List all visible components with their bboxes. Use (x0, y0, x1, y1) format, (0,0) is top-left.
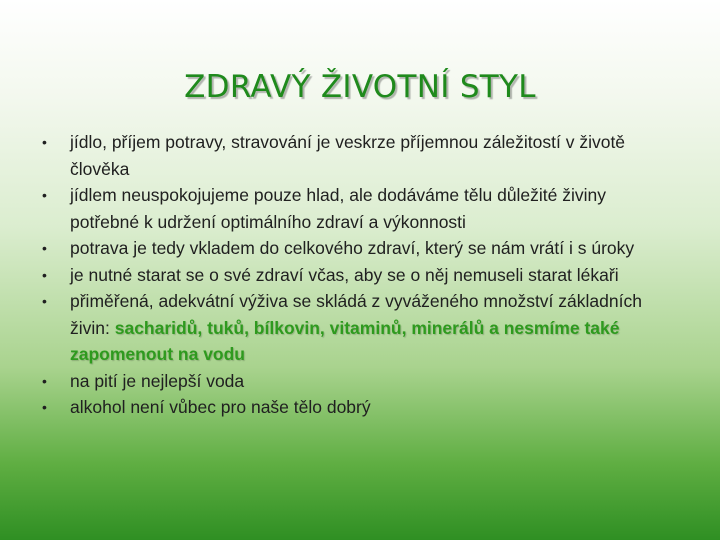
list-item (36, 368, 676, 395)
bullet-text: jídlem neuspokojujeme pouze hlad, ale dodáváme tělu důležité živiny potřebné k udržení optimálního zdraví a výkonnosti (70, 185, 607, 232)
slide-title: ZDRAVÝ ŽIVOTNÍ STYL (184, 68, 536, 105)
bullet-dot-icon: • (42, 187, 47, 203)
bullet-text: potrava je tedy vkladem do celkového zdraví, který se nám vrátí i s úroky (70, 238, 635, 258)
list-item (36, 262, 676, 289)
bullet-dot-icon: • (42, 372, 47, 389)
bullet-text: na pití je nejlepší voda (70, 370, 245, 391)
bullet-text: je nutné starat se o své zdraví včas, aby se o něj nemuseli starat lékaři (70, 264, 619, 285)
bullet-dot-icon: • (42, 240, 47, 256)
bullet-dot-icon: • (42, 134, 47, 150)
bullet-text: alkohol není vůbec pro naše tělo dobrý (70, 397, 371, 417)
list-item (36, 394, 676, 421)
list-item (36, 288, 676, 368)
nutrients-emphasis: sacharidů, tuků, bílkovin, vitaminů, minerálů a nesmíme také zapomenout na vodu (70, 317, 620, 364)
bullet-text: jídlo, příjem potravy, stravování je veskrze příjemnou záležitostí v životě člověka (70, 132, 626, 179)
bullet-list (36, 129, 676, 421)
bullet-text: přiměřená, adekvátní výživa se skládá z vyváženého množství základních živin: (70, 291, 642, 338)
list-item (36, 235, 676, 262)
bullet-dot-icon: • (42, 399, 47, 415)
bullet-dot-icon: • (42, 266, 47, 283)
list-item (36, 129, 676, 182)
list-item (36, 182, 676, 235)
bullet-dot-icon: • (42, 293, 47, 309)
